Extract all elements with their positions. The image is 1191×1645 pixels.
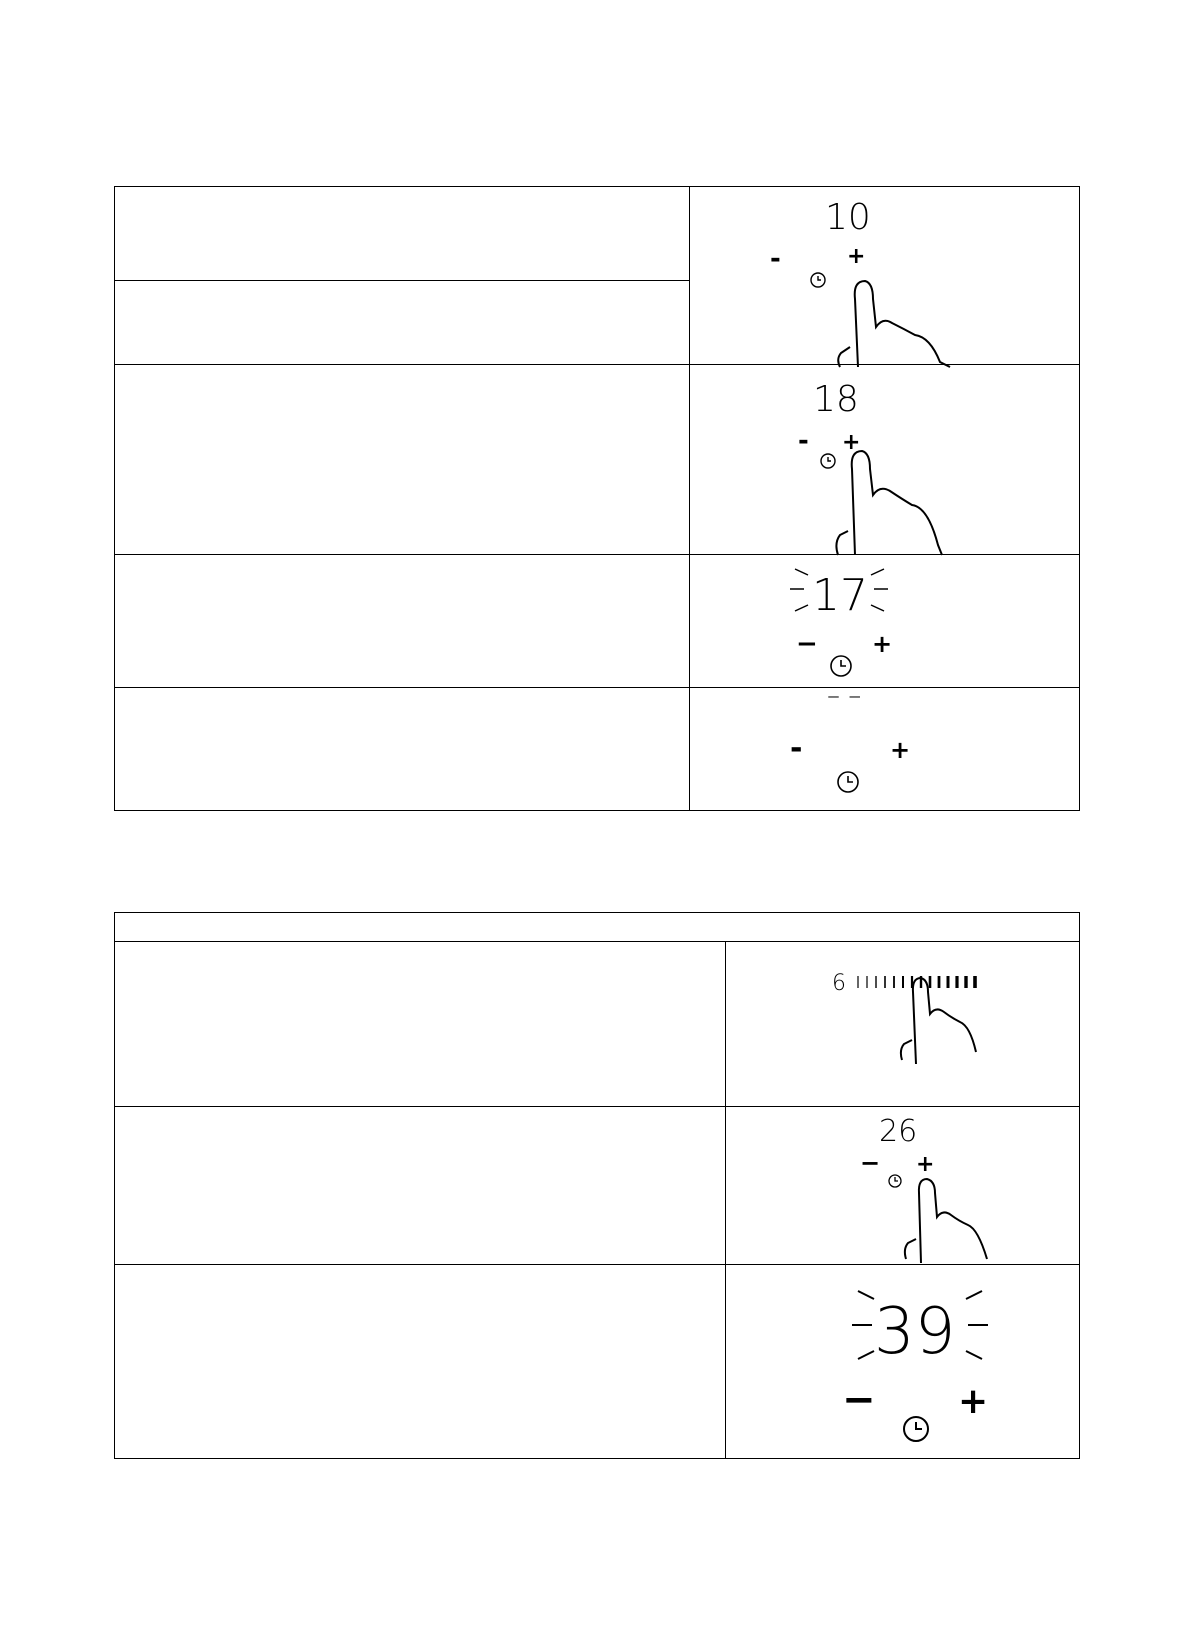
step-figure-cell — [690, 555, 1080, 688]
clock-icon — [811, 273, 825, 287]
power-slider-icon — [858, 976, 975, 988]
plus-key: + — [872, 630, 893, 658]
timer-figure-10 — [690, 187, 1080, 365]
cooking-timer-steps-table — [114, 912, 1080, 1459]
timer-figure-17-flashing — [690, 555, 1080, 688]
finger-icon — [905, 1179, 987, 1263]
step-figure-cell — [726, 1265, 1080, 1459]
table-row — [115, 688, 1080, 811]
minus-key: − — [860, 1149, 881, 1177]
step-text-cell — [115, 1107, 726, 1265]
table-row — [115, 365, 1080, 555]
table-header-row — [115, 913, 1080, 942]
finger-icon — [838, 281, 950, 367]
timer-display: – – — [827, 681, 862, 711]
clock-icon — [838, 772, 858, 792]
finger-icon — [901, 978, 976, 1064]
timer-figure-18 — [690, 365, 1080, 555]
table-row — [115, 555, 1080, 688]
table-header-cell — [115, 913, 1080, 942]
power-level-display: 6 — [832, 971, 846, 996]
timer-display: 39 — [874, 1295, 956, 1369]
plus-key: + — [847, 244, 866, 269]
step-text-cell — [115, 281, 690, 365]
clock-icon — [904, 1417, 928, 1441]
timer-figure-off — [690, 681, 1080, 811]
timer-display: 26 — [879, 1114, 918, 1149]
step-figure-cell — [690, 681, 1080, 811]
timer-figure-39-flashing — [726, 1265, 1080, 1459]
timer-display: 17 — [812, 570, 868, 621]
finger-icon — [836, 451, 942, 555]
timer-display: 10 — [825, 197, 871, 238]
timer-figure-26 — [726, 1107, 1080, 1265]
step-text-cell — [115, 187, 690, 281]
plus-key: + — [842, 430, 861, 455]
table-row — [115, 1265, 1080, 1459]
step-text-cell — [115, 942, 726, 1107]
clock-icon — [889, 1175, 901, 1187]
step-figure-cell — [690, 365, 1080, 555]
step-text-cell — [115, 555, 690, 688]
table-row — [115, 942, 1080, 1107]
step-figure-cell — [690, 187, 1080, 365]
table-row — [115, 1107, 1080, 1265]
step-figure-cell — [726, 942, 1080, 1107]
plus-key: + — [958, 1381, 989, 1422]
minus-key: − — [842, 1377, 876, 1423]
step-text-cell — [115, 1265, 726, 1459]
minus-key: - — [770, 244, 781, 274]
power-slider-figure — [726, 942, 1080, 1107]
clock-icon — [831, 656, 851, 676]
step-figure-cell — [726, 1107, 1080, 1265]
step-text-cell — [115, 688, 690, 811]
minus-key: − — [796, 629, 818, 659]
minus-key: - — [798, 426, 809, 456]
step-text-cell — [115, 365, 690, 555]
timer-steps-table — [114, 186, 1080, 811]
clock-icon — [821, 454, 835, 468]
timer-display: 18 — [813, 379, 859, 420]
table-row — [115, 187, 1080, 281]
plus-key: + — [890, 736, 911, 764]
plus-key: + — [916, 1152, 935, 1177]
minus-key: - — [790, 731, 803, 766]
